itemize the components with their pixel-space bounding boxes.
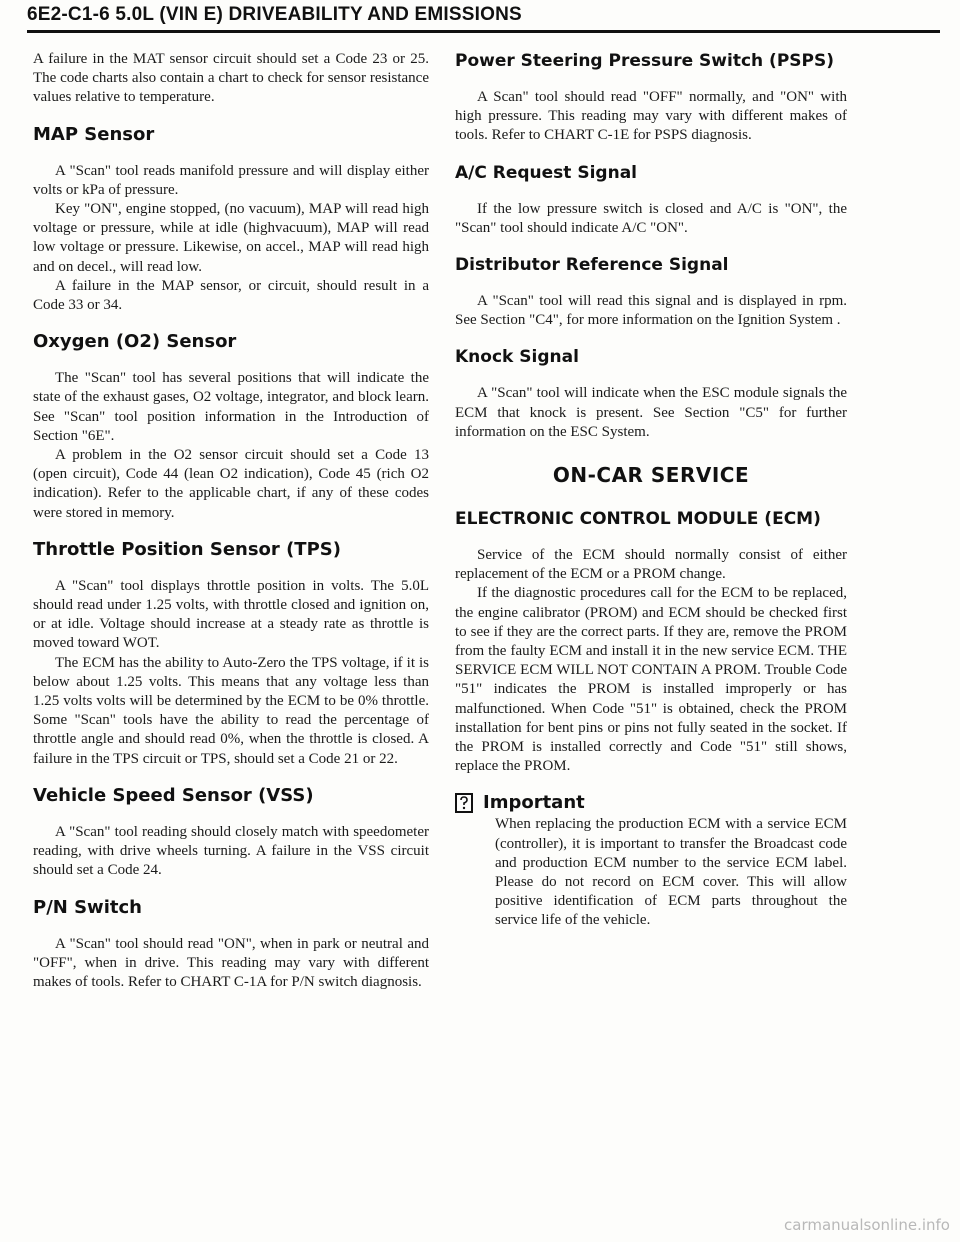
page-header: 6E2-C1-6 5.0L (VIN E) DRIVEABILITY AND EMISSIONS bbox=[27, 4, 522, 25]
o2-paragraph-2: A problem in the O2 sensor circuit should set a Code 13 (open circuit), Code 44 (lean O2 indication), Code 45 (rich O2 indication). Refer to the applicable chart, if any of these codes were stored in memory. bbox=[33, 447, 429, 521]
knock-heading: Knock Signal bbox=[455, 347, 579, 368]
o2-paragraph-1: The "Scan" tool has several positions that will indicate the state of the exhaust gases, O2 voltage, integrator, and block learn. See "Scan" tool position information in the Introduction of Section "6E". bbox=[33, 370, 429, 444]
map-paragraph-1: A "Scan" tool reads manifold pressure and will display either volts or kPa of pressure. bbox=[33, 162, 429, 198]
important-title: Important bbox=[483, 792, 585, 814]
pn-switch-heading: P/N Switch bbox=[33, 896, 142, 918]
knock-paragraph: A "Scan" tool will indicate when the ESC module signals the ECM that knock is present. See Section "C5" for further information on the ESC System. bbox=[455, 385, 847, 440]
ecm-paragraph-2: If the diagnostic procedures call for the ECM to be replaced, the engine calibrator (PROM) and ECM should be checked first to see if they are the correct parts. If they are, remove the PROM from the faulty ECM and install it in the new service ECM. THE SERVICE ECM WILL NOT CONTAIN A PROM. Trouble Code "51" indicates the PROM is installed improperly or has malfunctioned. When Code "51" is obtained, check the PROM installation for bent pins or pins not fully seated in the socket. If the PROM is installed correctly and Code "51" still shows, replace the PROM. bbox=[455, 585, 847, 775]
psps-heading: Power Steering Pressure Switch (PSPS) bbox=[455, 51, 834, 71]
left-column bbox=[33, 50, 429, 992]
tps-paragraph-2: The ECM has the ability to Auto-Zero the TPS voltage, if it is below about 1.25 volts. This means that any voltage less than 1.25 volts volts will be determined by the ECM to be 0% throttle. Some "Scan" tools have the ability to read the percentage of throttle angle and should read 0%, when the throttle is closed. A failure in the TPS circuit or TPS, should set a Code 21 or 22. bbox=[33, 654, 429, 767]
map-sensor-heading: MAP Sensor bbox=[33, 123, 155, 145]
site-watermark: carmanualsonline.info bbox=[784, 1216, 950, 1234]
vss-paragraph: A "Scan" tool reading should closely match with speedometer reading, with drive wheels turning. A failure in the VSS circuit should set a Code 24. bbox=[33, 823, 429, 879]
vss-heading: Vehicle Speed Sensor (VSS) bbox=[33, 784, 314, 806]
psps-paragraph: A Scan" tool should read "OFF" normally, and "ON" with high pressure. This reading may vary with different makes of tools. Refer to CHART C-1E for PSPS diagnosis. bbox=[455, 89, 847, 144]
right-column bbox=[455, 50, 847, 931]
important-icon bbox=[455, 793, 473, 813]
mat-paragraph: A failure in the MAT sensor circuit should set a Code 23 or 25. The code charts also contain a chart to check for sensor resistance values relative to temperature. bbox=[33, 51, 429, 106]
on-car-service-heading: ON-CAR SERVICE bbox=[552, 463, 750, 488]
tps-paragraph-1: A "Scan" tool displays throttle position in volts. The 5.0L should read under 1.25 volts, with throttle closed and ignition on, or at idle. Voltage should increase at a steady rate as throttle is moved toward WOT. bbox=[33, 577, 429, 652]
ecm-paragraph-1: Service of the ECM should normally consist of either replacement of the ECM or a PROM change. bbox=[455, 547, 847, 583]
o2-sensor-heading: Oxygen (O2) Sensor bbox=[33, 331, 237, 353]
tps-heading: Throttle Position Sensor (TPS) bbox=[33, 538, 341, 560]
ac-request-heading: A/C Request Signal bbox=[455, 162, 637, 183]
map-paragraph-3: A failure in the MAP sensor, or circuit, should result in a Code 33 or 34. bbox=[33, 277, 429, 314]
ecm-heading: ELECTRONIC CONTROL MODULE (ECM) bbox=[455, 509, 821, 530]
important-note bbox=[455, 792, 847, 813]
distributor-paragraph: A "Scan" tool will read this signal and is displayed in rpm. See Section "C4", for more information on the Ignition System . bbox=[455, 293, 847, 329]
important-body: When replacing the production ECM with a service ECM (controller), it is important to transfer the Broadcast code and production ECM number to the service ECM label. Please do not record on ECM cover. This will allow positive identification of ECM parts throughout the service life of the vehicle. bbox=[495, 816, 847, 929]
ac-paragraph: If the low pressure switch is closed and A/C is "ON", the "Scan" tool should indicate A/C "ON". bbox=[455, 200, 847, 236]
pn-paragraph: A "Scan" tool should read "ON", when in park or neutral and "OFF", when in drive. This reading may vary with different makes of tools. Refer to CHART C-1A for P/N switch diagnosis. bbox=[33, 935, 429, 990]
map-paragraph-2: Key "ON", engine stopped, (no vacuum), MAP will read high voltage or pressure, while at idle (highvacuum), MAP will read low voltage or pressure. Likewise, on accel., MAP will read high and on decel., will read low. bbox=[33, 201, 429, 275]
header-rule bbox=[27, 30, 940, 33]
distributor-heading: Distributor Reference Signal bbox=[455, 255, 729, 276]
